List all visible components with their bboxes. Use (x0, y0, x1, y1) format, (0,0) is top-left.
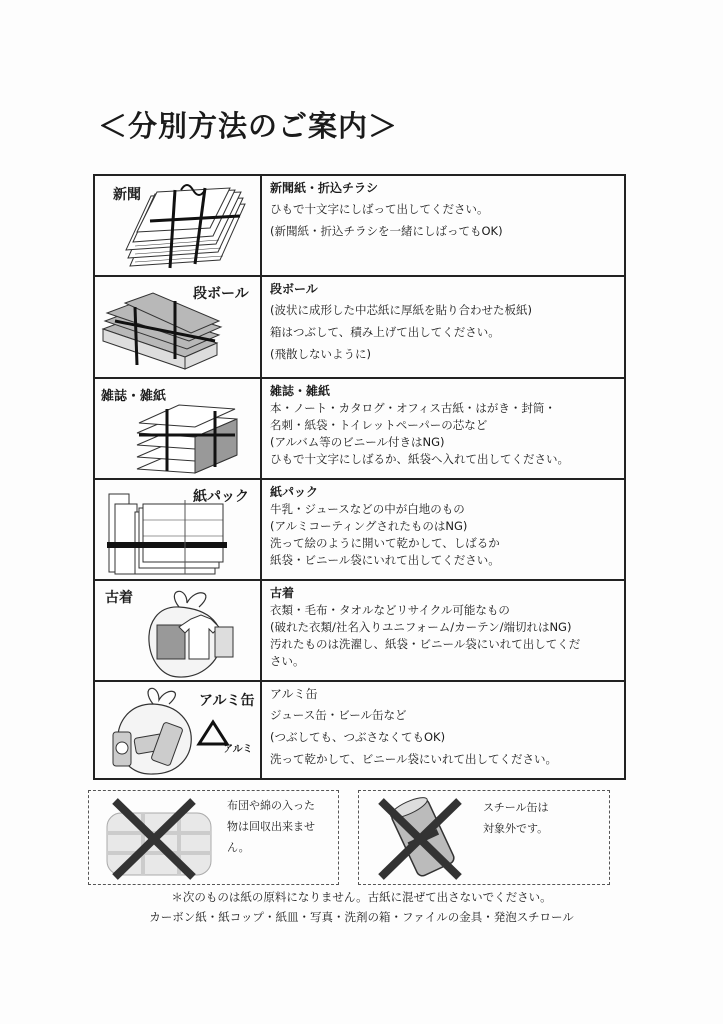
row-text-line: 紙袋・ビニール袋にいれて出してください。 (270, 553, 500, 567)
not-accepted-line: スチール缶は (483, 801, 549, 814)
not-accepted-text (483, 797, 549, 839)
table-row-used-clothing (95, 581, 624, 682)
row-text-line: 本・ノート・カタログ・オフィス古紙・はがき・封筒・ (270, 401, 556, 415)
table-row-newspaper (95, 176, 624, 277)
page-title: ＜分別方法のご案内＞ (98, 109, 399, 143)
image-cell (95, 581, 262, 680)
image-cell (95, 682, 262, 778)
row-heading: アルミ缶 (270, 687, 318, 701)
row-text-line: 牛乳・ジュースなどの中が白地のもの (270, 502, 465, 516)
not-accepted-line: 対象外です。 (483, 822, 549, 835)
row-text-line: 汚れたものは洗濯し、紙袋・ビニール袋にいれて出してくだ (270, 637, 581, 651)
row-heading: 雑誌・雑紙 (270, 384, 331, 398)
row-text-line: (飛散しないように) (270, 347, 371, 361)
table-row-aluminum-cans (95, 682, 624, 778)
image-cell (95, 480, 262, 579)
row-text-line: ジュース缶・ビール缶など (270, 708, 407, 722)
row-heading: 古着 (270, 586, 295, 600)
row-text-line: ひもで十文字にしばるか、紙袋へ入れて出してください。 (270, 452, 569, 466)
row-text-line: (つぶしても、つぶさなくてもOK) (270, 730, 446, 744)
row-text-line: さい。 (270, 654, 305, 668)
row-text-line: 洗って乾かして、ビニール袋にいれて出してください。 (270, 752, 558, 766)
row-text-line: (アルミコーティングされたものはNG) (270, 519, 468, 533)
footer-items: カーボン紙・紙コップ・紙皿・写真・洗剤の箱・ファイルの金具・発泡スチロール (149, 910, 574, 924)
futon-crossed-icon (93, 793, 223, 883)
row-heading: 新聞紙・折込チラシ (270, 181, 379, 195)
text-cell (270, 383, 618, 468)
footer-note: ＊次のものは紙の原料になりません。古紙に混ぜて出さないでください。 (171, 890, 552, 904)
row-text-line: 衣類・毛布・タオルなどリサイクル可能なもの (270, 603, 510, 617)
text-cell (270, 484, 618, 569)
text-cell (270, 585, 618, 670)
not-accepted-steel-can-box (358, 790, 610, 885)
category-label-used-clothing: 古着 (105, 590, 133, 606)
text-cell (270, 686, 618, 773)
table-row-cardboard (95, 277, 624, 379)
text-cell (270, 180, 618, 245)
row-heading: 紙パック (270, 485, 319, 499)
not-accepted-line: ん。 (227, 841, 250, 854)
image-cell (95, 379, 262, 478)
row-text-line: (新聞紙・折込チラシを一緒にしばってもOK) (270, 224, 503, 238)
steel-can-crossed-icon (367, 793, 477, 883)
row-text-line: ひもで十文字にしばって出してください。 (270, 202, 489, 216)
table-row-paper-cartons (95, 480, 624, 581)
image-cell (95, 176, 262, 275)
category-label-aluminum-cans: アルミ缶 (199, 693, 255, 709)
row-heading: 段ボール (270, 282, 318, 296)
row-text-line: (アルバム等のビニール付きはNG) (270, 435, 445, 449)
text-cell (270, 281, 618, 368)
not-accepted-line: 物は回収出来ませ (227, 820, 315, 833)
row-text-line: 洗って絵のように開いて乾かして、しばるか (270, 536, 500, 550)
category-label-newspaper: 新聞 (113, 187, 141, 203)
row-text-line: (波状に成形した中芯紙に厚紙を貼り合わせた板紙) (270, 303, 532, 317)
category-label-cardboard: 段ボール (193, 286, 249, 302)
not-accepted-text (227, 795, 315, 858)
table-row-magazines (95, 379, 624, 480)
category-label-paper-cartons: 紙パック (193, 489, 249, 505)
row-text-line: 箱はつぶして、積み上げて出してください。 (270, 325, 500, 339)
sorting-table (93, 174, 626, 780)
row-text-line: 名刺・紙袋・トイレットペーパーの芯など (270, 418, 488, 432)
not-accepted-futon-box (88, 790, 339, 885)
category-label-magazines: 雑誌・雑紙 (101, 389, 167, 404)
row-text-line: (破れた衣類/社名入りユニフォーム/カーテン/端切れはNG) (270, 620, 572, 634)
aluminum-recycle-mark: アルミ (223, 744, 253, 755)
image-cell (95, 277, 262, 377)
not-accepted-line: 布団や綿の入った (227, 799, 315, 812)
